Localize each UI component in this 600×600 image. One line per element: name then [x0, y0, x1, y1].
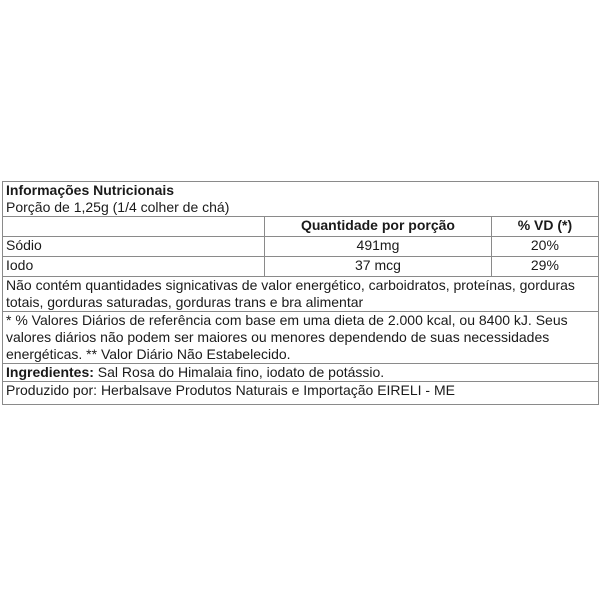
- daily-value-footnote: * % Valores Diários de referência com base em uma dieta de 2.000 kcal, ou 8400 kJ. Seus valores diários não podem ser maiores ou menores dependendo de suas necessidades energéticas. ** Valor Diário Não Estabelecido.: [3, 312, 599, 364]
- table-row: [3, 237, 599, 257]
- column-header-quantity: Quantidade por porção: [265, 217, 492, 237]
- column-header-daily-value: % VD (*): [491, 217, 598, 237]
- table-header-row: [3, 217, 599, 237]
- nutrient-daily-value: 29%: [491, 257, 598, 277]
- table-row: [3, 257, 599, 277]
- ingredients-label: Ingredientes:: [6, 364, 94, 380]
- header-empty-cell: [3, 217, 265, 237]
- producer-info: Produzido por: Herbalsave Produtos Naturais e Importação EIRELI - ME: [3, 382, 599, 405]
- nutrient-quantity: 37 mcg: [265, 257, 492, 277]
- nutrient-daily-value: 20%: [491, 237, 598, 257]
- nutrient-quantity: 491mg: [265, 237, 492, 257]
- ingredients-block: [3, 364, 599, 382]
- nutrient-name: Iodo: [3, 257, 265, 277]
- label-title: Informações Nutricionais: [6, 182, 175, 198]
- nutrient-name: Sódio: [3, 237, 265, 257]
- label-header: [3, 182, 599, 217]
- serving-size: Porção de 1,25g (1/4 colher de chá): [6, 199, 230, 215]
- nutrition-facts-label: [2, 181, 599, 405]
- ingredients-text: Sal Rosa do Himalaia fino, iodato de potássio.: [93, 364, 385, 380]
- insignificant-amounts-note: Não contém quantidades signicativas de valor energético, carboidratos, proteínas, gorduras totais, gorduras saturadas, gorduras trans e bra alimentar: [3, 277, 599, 312]
- nutrition-table: [2, 181, 599, 405]
